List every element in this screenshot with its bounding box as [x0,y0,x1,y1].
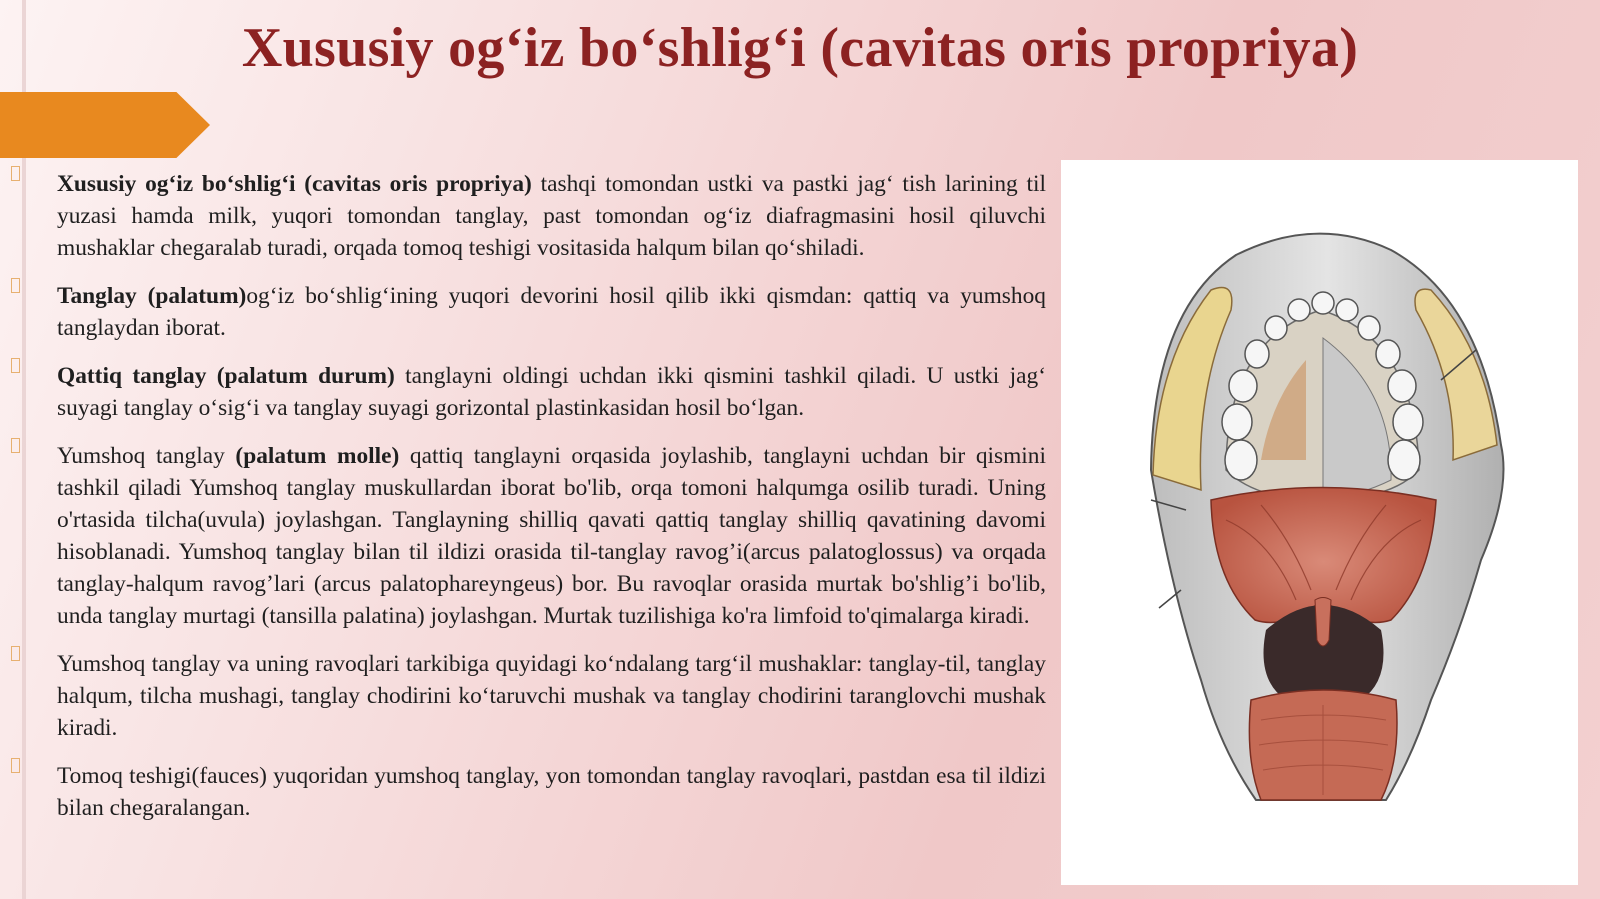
anatomy-image-panel [1061,160,1578,885]
bullet-icon [11,278,20,293]
oral-cavity-anatomy-illustration [1061,160,1578,885]
term-palatum-molle: (palatum molle) [235,443,400,469]
paragraph-palatum: Tanglay (palatum)og‘iz bo‘shlig‘ining yuqori devorini hosil qilib ikki qismdan: qattiq va yumshoq tanglaydan iborat. [57,280,1046,344]
bullet-icon [11,438,20,453]
slide-title: Xususiy og‘iz bo‘shlig‘i (cavitas oris propriya) [241,17,1359,79]
accent-arrow-shape [0,92,210,158]
uvula [1315,598,1331,647]
paragraph-palatum-durum: Qattiq tanglay (palatum durum) tanglayni oldingi uchdan ikki qismini tashkil qiladi. U ustki jag‘ suyagi tanglay o‘sig‘i va tanglay suyagi gorizontal plastinkasidan hosil bo‘lgan. [57,360,1046,424]
paragraph-muscles: Yumshoq tanglay va uning ravoqlari tarkibiga quyidagi ko‘ndalang targ‘il mushaklar: tanglay-til, tanglay halqum, tilcha mushagi, tanglay chodirini ko‘taruvchi mushak va tanglay chodirini taranglovchi mushak kiradi. [57,648,1046,744]
body-text [57,168,1046,840]
bullet-icon [11,358,20,373]
paragraph-palatum-molle: Yumshoq tanglay (palatum molle) qattiq tanglayni orqasida joylashib, tanglayni uchdan bir qismini tashkil qiladi Yumshoq tanglay muskullardan iborat bo'lib, orqa tomoni halqumga osilib turadi. Uning o'rtasida tilcha(uvula) joylashgan. Tanglayning shilliq qavati qattiq tanglay shilliq qavatining davomi hisoblanadi. Yumshoq tanglay bilan til ildizi orasida til-tanglay ravog’i(arcus palatoglossus) va orqada tanglay-halqum ravog’lari (arcus palatophareyngeus) bor. Bu ravoqlar orasida murtak bo'shlig’i bo'lib, unda tanglay murtagi (tansilla palatina) joylashgan. Murtak tuzilishiga ko'ra limfoid to'qimalarga kiradi. [57,440,1046,632]
paragraph-cavitas-oris: Xususiy og‘iz bo‘shlig‘i (cavitas oris propriya) tashqi tomondan ustki va pastki jag‘ tish larining til yuzasi hamda milk, yuqori tomondan tanglay, past tomondan og‘iz diafragmasini hosil qiluvchi mushaklar chegaralab turadi, orqada tomoq teshigi vositasida halqum bilan qo‘shiladi. [57,168,1046,264]
bullet-icon [11,758,20,773]
term-palatum: Tanglay (palatum) [57,283,247,309]
term-palatum-durum: Qattiq tanglay (palatum durum) [57,363,395,389]
paragraph-fauces: Tomoq teshigi(fauces) yuqoridan yumshoq tanglay, yon tomondan tanglay ravoqlari, pastdan esa til ildizi bilan chegaralangan. [57,760,1046,824]
bullet-icon [11,166,20,181]
bullet-icon [11,646,20,661]
term-cavitas-oris: Xususiy og‘iz bo‘shlig‘i (cavitas oris propriya) [57,171,532,197]
